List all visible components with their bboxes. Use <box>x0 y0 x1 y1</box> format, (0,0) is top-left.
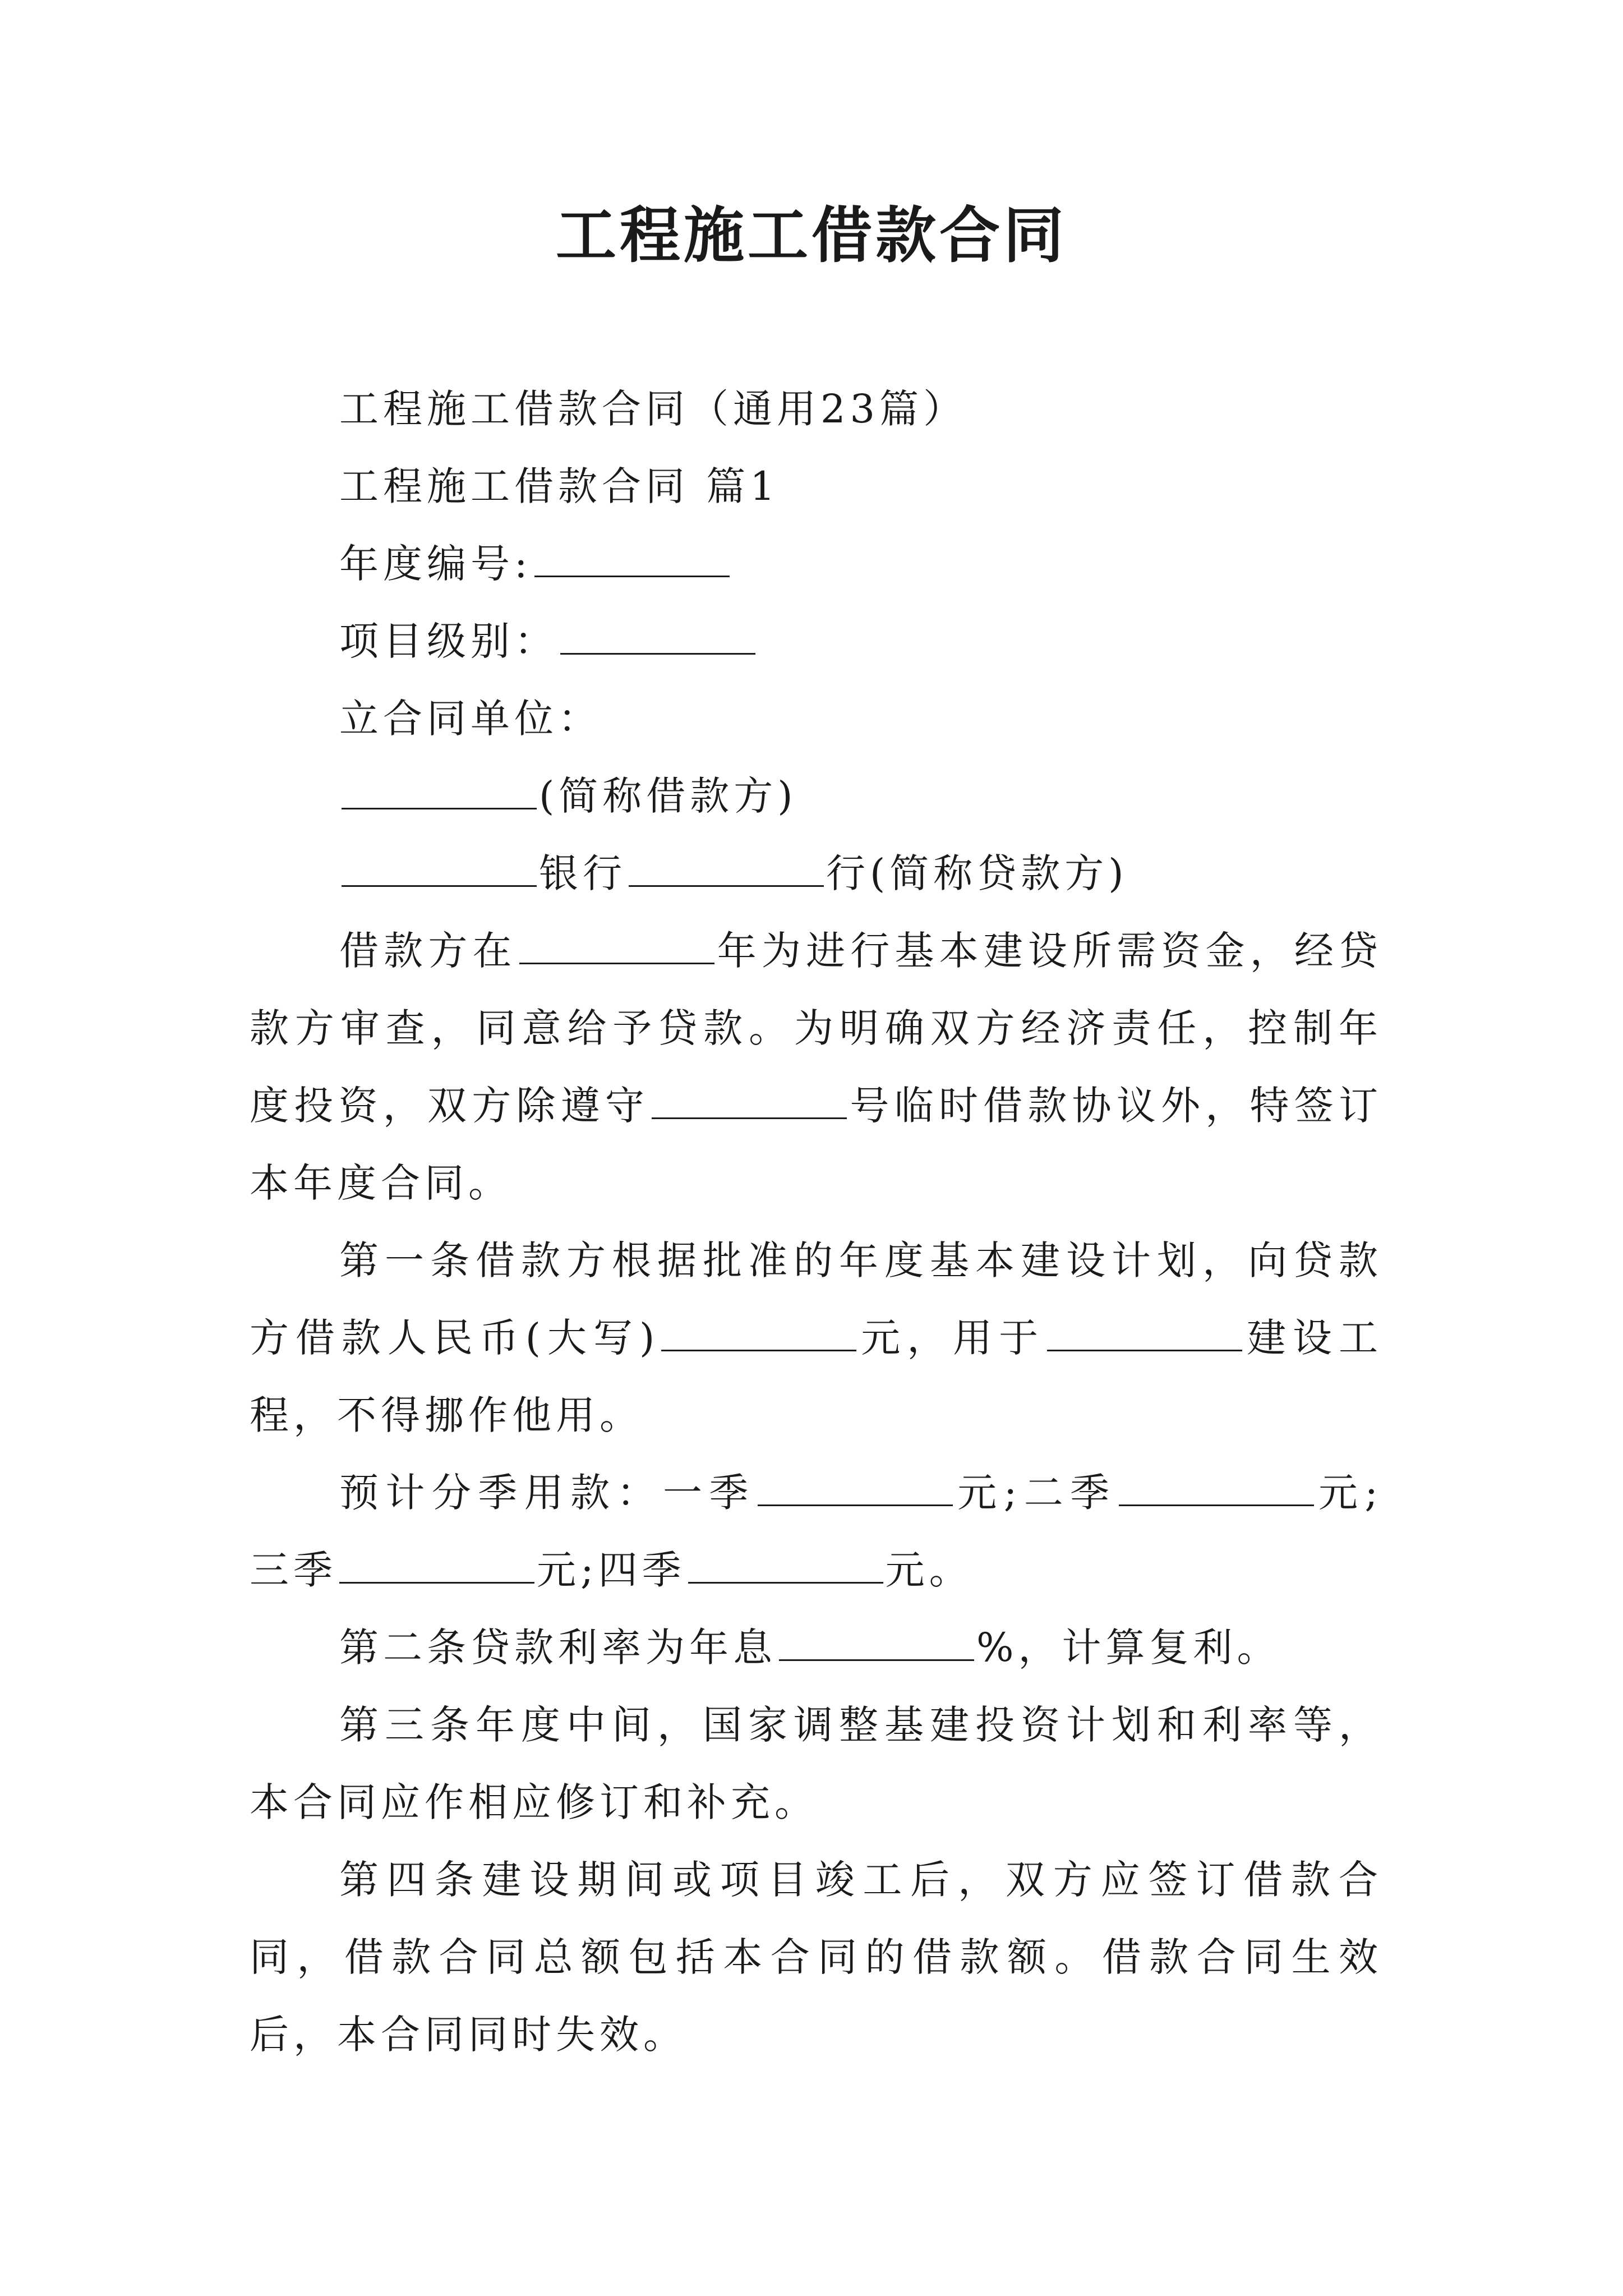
paragraph-article-3: 第三条年度中间，国家调整基建投资计划和利率等，本合同应作相应修订和补充。 <box>250 1702 1382 1825</box>
p1-text-a: 借款方在 <box>339 928 517 974</box>
q4-blank[interactable] <box>688 1550 883 1584</box>
q1-blank[interactable] <box>758 1473 953 1506</box>
lender-bank-label: 银行 <box>539 850 626 896</box>
paragraph-article-1 <box>250 1222 1382 1454</box>
lender-branch-suffix: 行(简称贷款方) <box>826 850 1128 896</box>
lender-bank-blank[interactable] <box>342 854 537 887</box>
paragraph-preamble <box>250 912 1382 1222</box>
q3-blank[interactable] <box>339 1550 534 1584</box>
p4-text-a: 第二条贷款利率为年息 <box>339 1625 777 1671</box>
paragraph-article-4: 第四条建设期间或项目竣工后，双方应签订借款合同，借款合同总额包括本合同的借款额。借款合同生效后，本合同同时失效。 <box>250 1857 1382 2058</box>
p3-text-e: 元。 <box>885 1547 973 1593</box>
p3-text-d: 元;四季 <box>537 1547 686 1593</box>
borrower-suffix: (简称借款方) <box>539 773 797 819</box>
p1-agreement-blank[interactable] <box>652 1086 847 1119</box>
p2-amount-blank[interactable] <box>661 1318 856 1351</box>
borrower-line <box>250 757 1382 835</box>
p2-text-c: 建设工程，不得挪作他用。 <box>250 1315 1383 1438</box>
p3-text-c: 元;三季 <box>250 1470 1382 1593</box>
q2-blank[interactable] <box>1119 1473 1314 1506</box>
paragraph-quarterly <box>250 1454 1382 1609</box>
p3-text-b: 元;二季 <box>955 1470 1117 1516</box>
annual-number-line <box>250 525 1382 602</box>
chapter-label: 工程施工借款合同 篇1 <box>339 463 780 509</box>
lender-line <box>250 835 1382 912</box>
document-body <box>250 370 1382 2073</box>
borrower-blank[interactable] <box>342 776 537 809</box>
parties-line <box>250 680 1382 757</box>
p2-text-a: 第一条借款方根据批准的年度基本建设计划，向贷款方借款人民币(大写) <box>250 1237 1382 1361</box>
project-level-line <box>250 602 1382 680</box>
project-level-blank[interactable] <box>560 622 755 655</box>
document-title: 工程施工借款合同 <box>555 200 1067 271</box>
parties-label: 立合同单位： <box>339 696 602 742</box>
p1-text-c: 号临时借款协议外，特签订本年度合同。 <box>250 1083 1383 1206</box>
chapter-heading <box>250 448 1382 525</box>
p1-year-blank[interactable] <box>519 931 714 964</box>
p2-project-blank[interactable] <box>1047 1318 1242 1351</box>
project-level-label: 项目级别： <box>339 618 558 664</box>
p2-text-b: 元，用于 <box>859 1315 1045 1361</box>
p4-text-b: %，计算复利。 <box>976 1625 1281 1671</box>
annual-number-label: 年度编号: <box>339 541 532 587</box>
subtitle: 工程施工借款合同（通用23篇） <box>339 386 967 432</box>
p3-text-a: 预计分季用款：一季 <box>339 1470 755 1516</box>
lender-branch-blank[interactable] <box>629 854 824 887</box>
p1-text-b: 年为进行基本建设所需资金，经贷款方审查，同意给予贷款。为明确双方经济责任，控制年度投资，双方除遵守 <box>250 928 1383 1129</box>
interest-rate-blank[interactable] <box>779 1628 974 1661</box>
paragraph-article-2 <box>250 1609 1382 1686</box>
subtitle-line <box>250 370 1382 448</box>
annual-number-blank[interactable] <box>534 544 730 577</box>
